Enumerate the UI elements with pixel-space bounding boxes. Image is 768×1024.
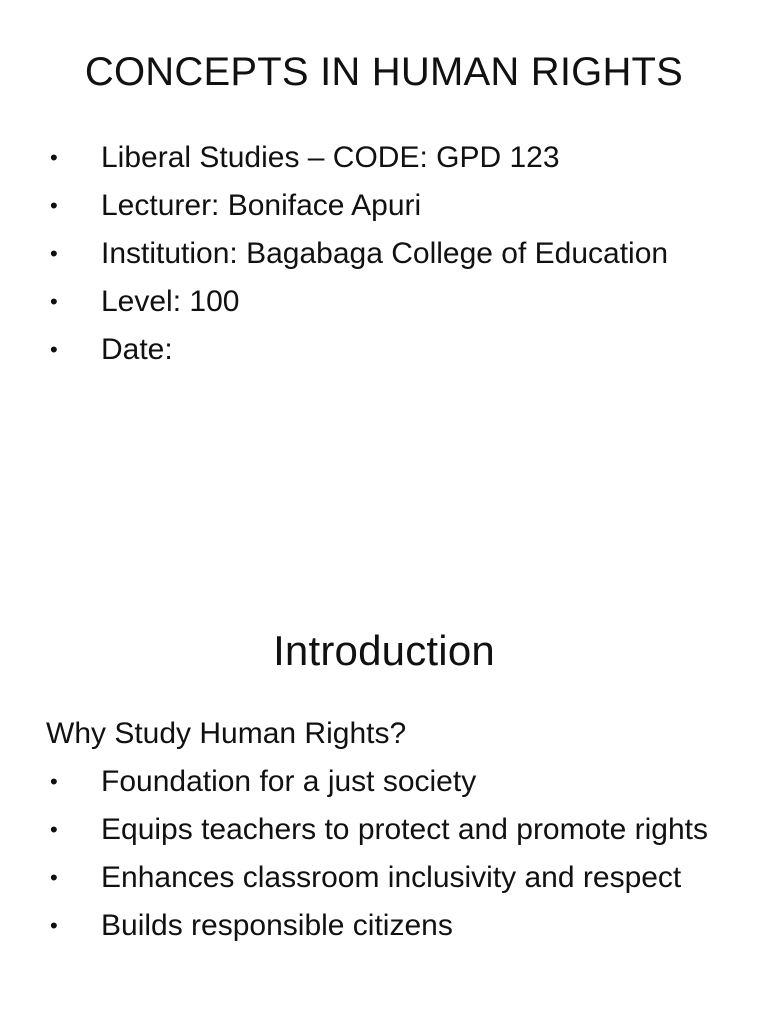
date-item	[44, 330, 734, 369]
intro-question: Why Study Human Rights?	[46, 717, 407, 750]
list-item-text: Equips teachers to protect and promote rights	[101, 813, 709, 846]
slide-title: CONCEPTS IN HUMAN RIGHTS	[84, 50, 684, 94]
institution-text: Institution: Bagabaga College of Education	[101, 237, 669, 270]
bullet-icon: •	[50, 337, 58, 362]
date-text: Date:	[101, 333, 173, 366]
course-code-item	[44, 138, 734, 177]
slide-title: Introduction	[273, 627, 495, 674]
bullet-icon: •	[50, 913, 58, 938]
list-item	[44, 906, 734, 945]
bullet-icon: •	[50, 241, 58, 266]
list-item	[44, 762, 734, 801]
bullet-icon: •	[50, 289, 58, 314]
list-item-text: Foundation for a just society	[101, 765, 477, 798]
bullet-icon: •	[50, 865, 58, 890]
bullet-icon: •	[50, 145, 58, 170]
list-item-text: Builds responsible citizens	[101, 909, 453, 942]
bullet-icon: •	[50, 769, 58, 794]
bullet-icon: •	[50, 817, 58, 842]
list-item	[44, 858, 734, 897]
list-item	[44, 810, 734, 849]
lecturer-item	[44, 186, 734, 225]
reasons-list	[44, 762, 734, 954]
level-text: Level: 100	[101, 285, 240, 318]
institution-item	[44, 234, 734, 273]
list-item-text: Enhances classroom inclusivity and respect	[101, 861, 682, 894]
lecturer-text: Lecturer: Boniface Apuri	[101, 189, 422, 222]
course-code-text: Liberal Studies – CODE: GPD 123	[101, 141, 560, 174]
course-details-list	[44, 138, 734, 378]
level-item	[44, 282, 734, 321]
bullet-icon: •	[50, 193, 58, 218]
